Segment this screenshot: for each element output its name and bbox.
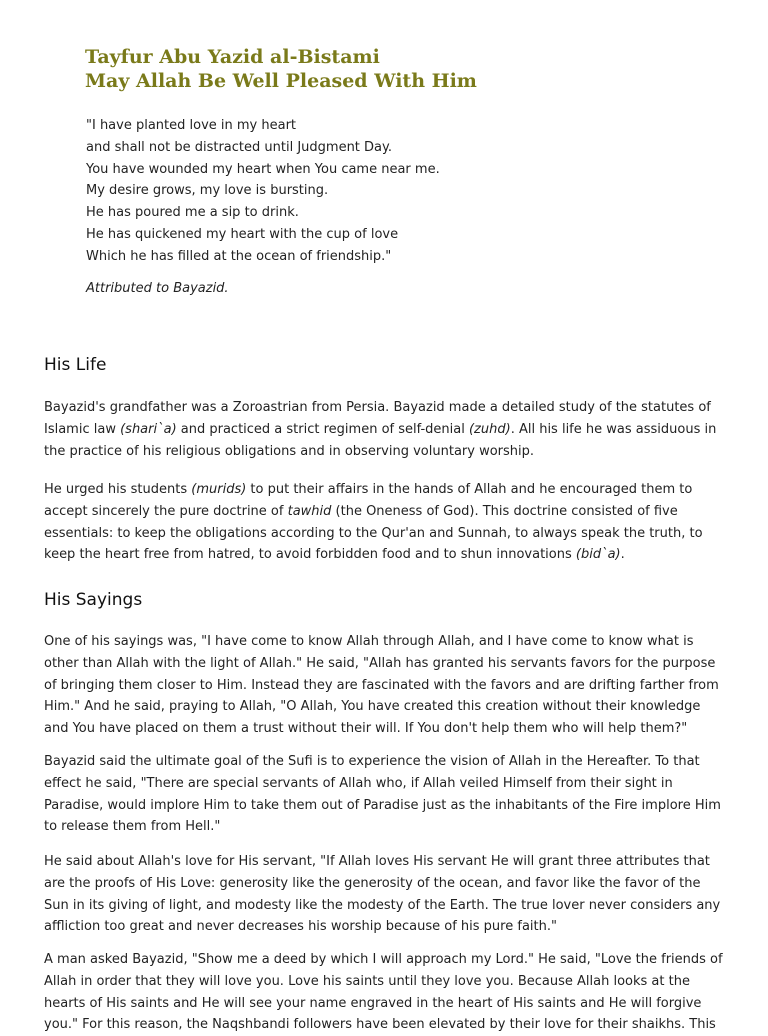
poem-line: He has quickened my heart with the cup of love [86, 226, 399, 242]
text-run: Bayazid's grandfather was a Zoroastrian from Persia. Bayazid made a detailed study of the statutes of Islamic law [44, 400, 711, 437]
paragraph [44, 949, 724, 1036]
poem [86, 115, 440, 268]
text-run: and practiced a strict regimen of self-denial [176, 421, 469, 437]
section-heading-his-life: His Life [44, 355, 107, 375]
page-subtitle: May Allah Be Well Pleased With Him [85, 70, 477, 92]
poem-line: He has poured me a sip to drink. [86, 205, 299, 221]
poem-line: "I have planted love in my heart [86, 118, 297, 133]
text-run: . [620, 547, 625, 563]
text-run: Bayazid said the ultimate goal of the Sufi is to experience the vision of Allah in the Hereafter. To that effect he said, "There are special servants of Allah who, if Allah veiled Himself from their sight in Paradise, would implore Him to take them out of Paradise just as the inhabitants of the Fire implore Him to release them from Hell." [44, 754, 721, 835]
paragraph [44, 397, 724, 462]
text-run: One of his sayings was, "I have come to know Allah through Allah, and I have come to know what is other than Allah with the light of Allah." He said, "Allah has granted his servants favors for the purpose of bringing them closer to Him. Instead they are fascinated with the favors and are drifting farther from Him." And he said, praying to Allah, "O Allah, You have created this creation without their knowledge and You have placed on them a trust without their will. If You don't help them who will help them?" [44, 634, 719, 737]
poem-attribution: Attributed to Bayazid. [86, 281, 229, 296]
paragraph [44, 479, 724, 566]
italic-term: (shari`a) [120, 421, 177, 437]
title-block [85, 45, 477, 93]
paragraph [44, 851, 724, 938]
text-run: He said about Allah's love for His servant, "If Allah loves His servant He will grant three attributes that are the proofs of His Love: generosity like the generosity of the ocean, and favor like the favor of the Sun in its giving of light, and modesty like the modesty of the Earth. The true lover never considers any affliction too great and never decreases his worship because of his pure faith." [44, 854, 721, 935]
italic-term: (murids) [191, 482, 247, 497]
text-run: (the Oneness of God). This doctrine consisted of five essentials: to keep the obligations according to the Qur'an and Sunnah, to always speak the truth, to keep the heart free from hatred, to avoid forbidden food and to shun innovations [44, 503, 703, 563]
poem-line: You have wounded my heart when You came near me. [86, 161, 440, 177]
text-run: He urged his students [44, 482, 192, 497]
italic-term: (bid`a) [575, 547, 621, 563]
italic-term: (zuhd) [468, 421, 511, 437]
text-run: A man asked Bayazid, "Show me a deed by which I will approach my Lord." He said, "Love the friends of Allah in order that they will love you. Love his saints until they love you. Because Allah looks at the hearts of His saints and He will see your name engraved in the heart of His saints and He will forgive you." For this reason, the Naqshbandi followers have been elevated by their love for their shaikhs. This [44, 952, 723, 1033]
italic-term: tawhid [287, 503, 332, 519]
paragraph [44, 631, 724, 740]
poem-line: and shall not be distracted until Judgment Day. [86, 139, 392, 155]
paragraph [44, 751, 724, 838]
section-heading-his-sayings: His Sayings [44, 590, 143, 610]
page-title: Tayfur Abu Yazid al-Bistami [85, 46, 380, 68]
poem-line: My desire grows, my love is bursting. [86, 183, 329, 199]
poem-line: Which he has filled at the ocean of friendship." [86, 248, 392, 264]
text-run: . All his life he was assiduous in the practice of his religious obligations and in observing voluntary worship. [44, 421, 717, 459]
text-run: to put their affairs in the hands of Allah and he encouraged them to accept sincerely the pure doctrine of [44, 482, 693, 519]
